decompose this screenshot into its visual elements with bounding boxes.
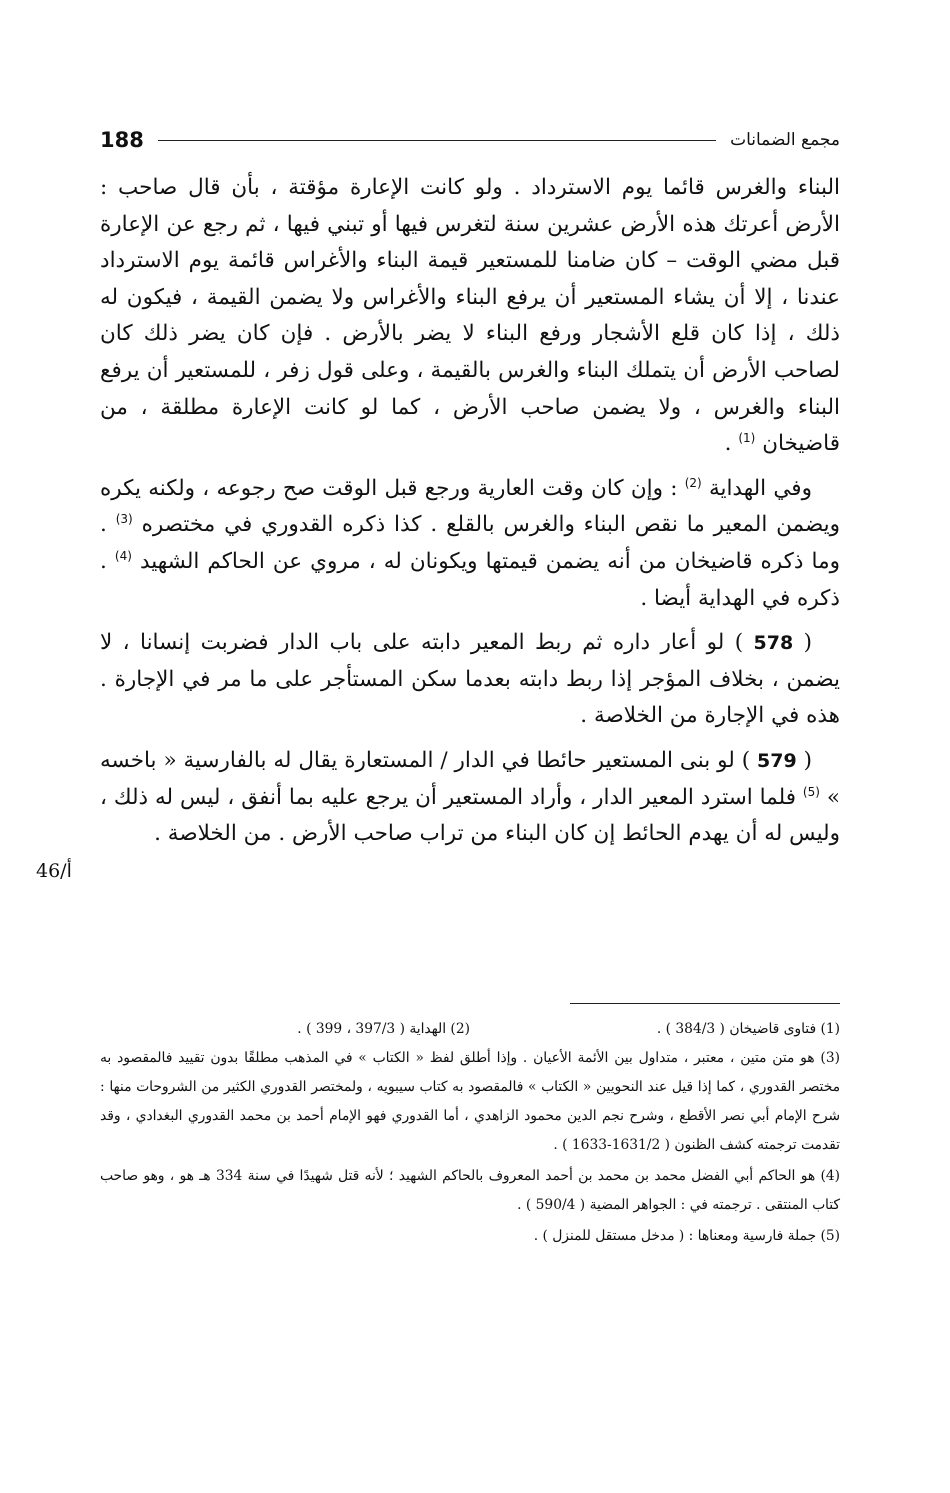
footnotes (100, 1015, 840, 1253)
footnote-ref-2: (2) (684, 475, 702, 490)
issue-number: 578 (753, 632, 794, 655)
paragraph-text: لو بنى المستعير حائطا في الدار / المستعارة يقال له بالفارسية « باخسه » (100, 747, 840, 810)
footnote-1: (1) فتاوى قاضيخان ( 384/3 ) . (656, 1021, 840, 1037)
footnote-ref-4: (4) (114, 548, 132, 563)
paragraph-end: . (724, 431, 732, 457)
main-text (100, 170, 840, 861)
footnote-separator (570, 1003, 840, 1004)
footnote-2: (2) الهداية ( 397/3 ، 399 ) . (297, 1021, 470, 1037)
issue-number: 579 (757, 749, 797, 772)
footnote-ref-3: (3) (115, 512, 133, 527)
paragraph-text: . وما ذكره قاضيخان من أنه يضمن قيمتها ويكونان له ، مروي عن الحاكم الشهيد (100, 512, 840, 574)
running-title: مجمع الضمانات (730, 130, 840, 150)
margin-folio-note: 46/أ (36, 860, 72, 882)
footnote-3: (3) هو متن متين ، معتبر ، متداول بين الأئمة الأعيان . وإذا أطلق لفظ « الكتاب » في المذهب مطلقًا بدون تقييد فالمقصود به مختصر القدوري ، كما إذا قيل عند النحويين « الكتاب » فالمقصود به كتاب سيبويه ، ولمختصر القدوري الكثير من الشروحات منها : شرح الإمام أبي نصر الأقطع ، وشرح نجم الدين محمود الزاهدي ، أما القدوري فهو الإمام أحمد بن محمد القدوري البغدادي ، وقد تقدمت ترجمته كشف الظنون ( 1631/2-1633 ) . (100, 1050, 840, 1153)
paragraph-text: البناء والغرس قائما يوم الاسترداد . ولو كانت الإعارة مؤقتة ، بأن قال صاحب : الأرض أعرتك هذه الأرض عشرين سنة لتغرس فيها أو تبني فيها ، ثم رجع عن الإعارة قبل مضي الوقت – كان ضامنا للمستعير قيمة البناء والأغراس قائمة يوم الاسترداد عندنا ، إلا أن يشاء المستعير أن يرفع البناء والأغراس ولا يضمن القيمة ، فيكون له ذلك ، إذا كان قلع الأشجار ورفع البناء لا يضر بالأرض . فإن كان يضر ذلك كان لصاحب الأرض أن يتملك البناء والغرس بالقيمة ، وعلى قول زفر ، للمستعير أن يرفع البناء والغرس ، ولا يضمن صاحب الأرض ، كما لو كانت الإعارة مطلقة ، من قاضيخان (100, 175, 840, 457)
paragraph-1 (100, 170, 840, 463)
footnote-4: (4) هو الحاكم أبي الفضل محمد بن محمد بن أحمد المعروف بالحاكم الشهيد ؛ لأنه قتل شهيدًا في سنة 334 هـ هو ، وهو صاحب كتاب المنتقى . ترجمته في : الجواهر المضية ( 590/4 ) . (100, 1168, 840, 1213)
paragraph-text: وفي الهداية (708, 475, 812, 501)
footnote-ref-1: (1) (738, 431, 756, 445)
paragraph-text: لو أعار داره ثم ربط المعير دابته على باب الدار فضربت إنسانا ، لا يضمن ، بخلاف المؤجر إذا ربط دابته بعدما سكن المستأجر على ما مر في الإجارة . هذه في الإجارة من الخلاصة . (100, 630, 840, 729)
paragraph-2 (100, 471, 840, 617)
issue-578: ( 578 ) لو أعار داره ثم ربط المعير دابته على باب الدار فضربت إنسانا ، لا يضمن ، بخلاف المؤجر إذا ربط دابته بعدما سكن المستأجر على ما مر في الإجارة . هذه في الإجارة من الخلاصة . (100, 630, 840, 729)
header-rule (158, 140, 716, 141)
paragraph-text: . ذكره في الهداية أيضا . (100, 548, 840, 611)
paragraph-text: : وإن كان وقت العارية ورجع قبل الوقت صح رجوعه ، ولكنه يكره ويضمن المعير ما نقص البناء والغرس بالقلع . كذا ذكره القدوري في مختصره (100, 475, 840, 538)
footnote-row (100, 1015, 840, 1044)
footnote-ref-5: (5) (802, 784, 820, 799)
page-number: 188 (100, 128, 144, 152)
footnote-5: (5) جملة فارسية ومعناها : ( مدخل مستقل للمنزل ) . (533, 1228, 840, 1244)
paragraph-text: فلما استرد المعير الدار ، وأراد المستعير أن يرجع عليه بما أنفق ، ليس له ذلك ، وليس له أن يهدم الحائط إن كان البناء من تراب صاحب الأرض . من الخلاصة . (100, 784, 840, 847)
page-header (100, 120, 840, 160)
issue-579: ( 579 ) لو بنى المستعير حائطا في الدار / المستعارة يقال له بالفارسية « باخسه » $^{(5)}$ فلما استرد المعير الدار ، وأراد المستعير أن يرجع عليه بما أنفق ، ليس له ذلك ، وليس له أن يهدم الحائط إن كان البناء من تراب صاحب الأرض . من الخلاصة . (100, 747, 840, 847)
